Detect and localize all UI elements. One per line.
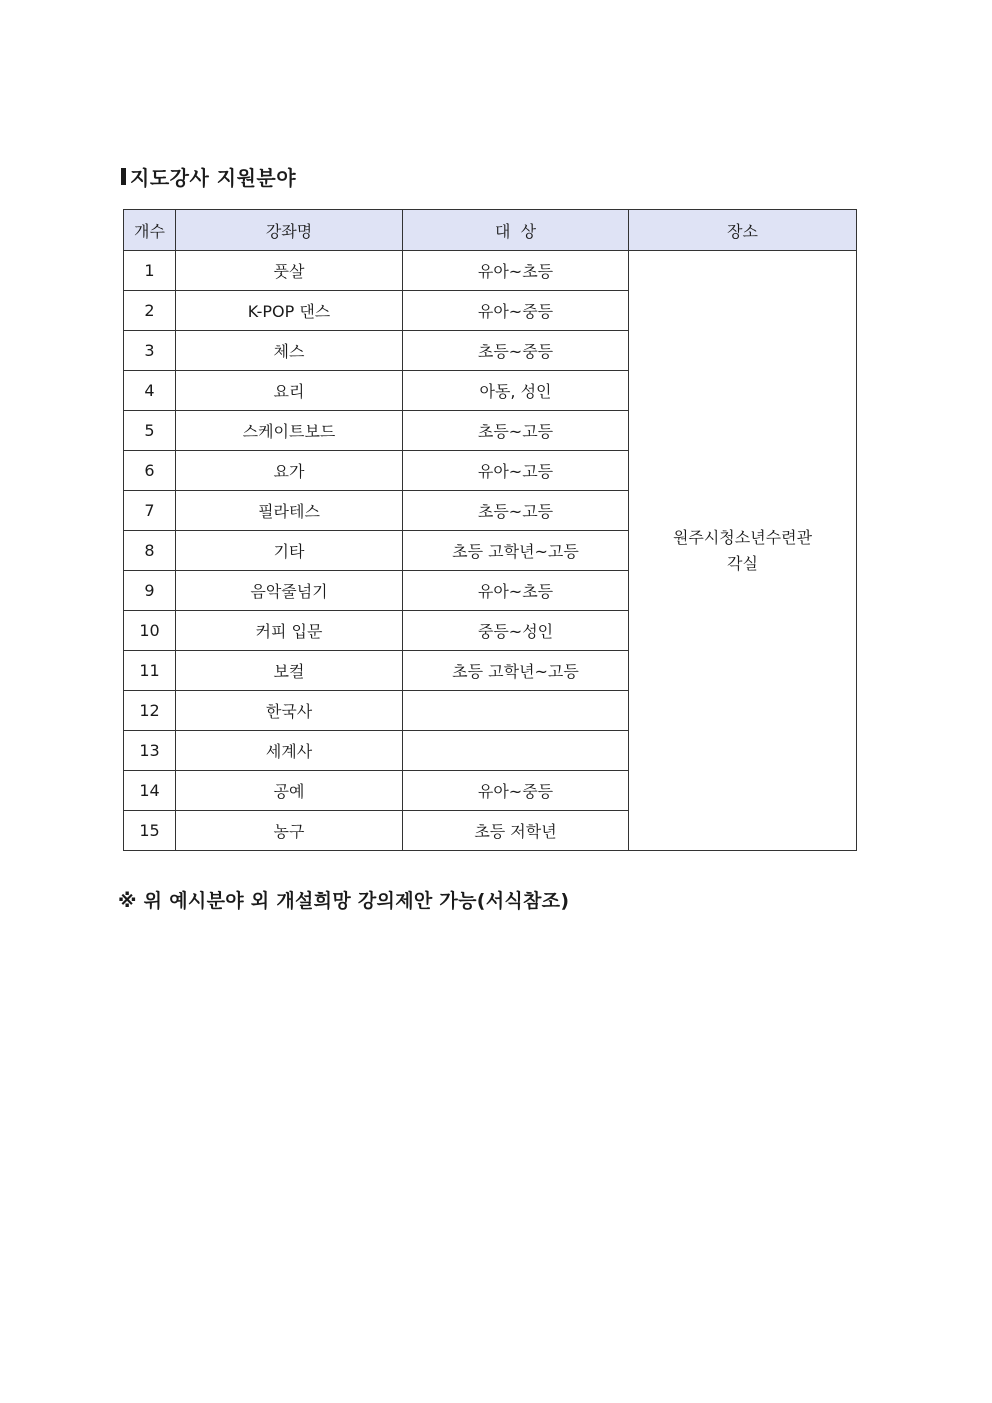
cell-num: 6 xyxy=(124,451,176,491)
cell-num: 15 xyxy=(124,811,176,851)
section-title xyxy=(121,162,296,191)
cell-name: 풋살 xyxy=(176,251,403,291)
cell-name: 체스 xyxy=(176,331,403,371)
cell-num: 14 xyxy=(124,771,176,811)
table-header-row xyxy=(124,210,857,251)
cell-target: 초등~고등 xyxy=(403,491,629,531)
cell-name: 한국사 xyxy=(176,691,403,731)
cell-target: 중등~성인 xyxy=(403,611,629,651)
cell-name: 보컬 xyxy=(176,651,403,691)
footnote: ※ 위 예시분야 외 개설희망 강의제안 가능(서식참조) xyxy=(118,890,570,912)
cell-target: 유아~중등 xyxy=(403,291,629,331)
table-body xyxy=(124,251,857,851)
section-title-text: 지도강사 지원분야 xyxy=(130,166,297,190)
cell-name: 커피 입문 xyxy=(176,611,403,651)
cell-num: 10 xyxy=(124,611,176,651)
cell-num: 5 xyxy=(124,411,176,451)
cell-num: 13 xyxy=(124,731,176,771)
header-target: 대 상 xyxy=(403,210,629,251)
cell-num: 9 xyxy=(124,571,176,611)
cell-num: 4 xyxy=(124,371,176,411)
cell-num: 1 xyxy=(124,251,176,291)
cell-target: 초등~중등 xyxy=(403,331,629,371)
cell-target: 초등 고학년~고등 xyxy=(403,531,629,571)
cell-target: 초등~고등 xyxy=(403,411,629,451)
cell-name: 농구 xyxy=(176,811,403,851)
cell-target xyxy=(403,731,629,771)
cell-name: K-POP 댄스 xyxy=(176,291,403,331)
title-marker-icon xyxy=(121,168,126,185)
header-place: 장소 xyxy=(629,210,857,251)
cell-target: 유아~고등 xyxy=(403,451,629,491)
cell-name: 요리 xyxy=(176,371,403,411)
cell-num: 8 xyxy=(124,531,176,571)
cell-target: 아동, 성인 xyxy=(403,371,629,411)
header-name: 강좌명 xyxy=(176,210,403,251)
cell-name: 요가 xyxy=(176,451,403,491)
cell-num: 7 xyxy=(124,491,176,531)
cell-target: 초등 저학년 xyxy=(403,811,629,851)
cell-num: 2 xyxy=(124,291,176,331)
table-row xyxy=(124,251,857,291)
cell-target xyxy=(403,691,629,731)
cell-name: 스케이트보드 xyxy=(176,411,403,451)
cell-place xyxy=(629,251,857,851)
place-line-2: 각실 xyxy=(727,553,758,573)
cell-name: 필라테스 xyxy=(176,491,403,531)
cell-target: 유아~초등 xyxy=(403,571,629,611)
cell-name: 세계사 xyxy=(176,731,403,771)
cell-num: 3 xyxy=(124,331,176,371)
cell-name: 음악줄넘기 xyxy=(176,571,403,611)
cell-name: 공예 xyxy=(176,771,403,811)
cell-target: 유아~중등 xyxy=(403,771,629,811)
cell-num: 11 xyxy=(124,651,176,691)
header-num: 개수 xyxy=(124,210,176,251)
cell-target: 유아~초등 xyxy=(403,251,629,291)
cell-target: 초등 고학년~고등 xyxy=(403,651,629,691)
instructor-fields-table xyxy=(123,209,857,851)
place-line-1: 원주시청소년수련관 xyxy=(672,527,813,547)
cell-num: 12 xyxy=(124,691,176,731)
cell-name: 기타 xyxy=(176,531,403,571)
